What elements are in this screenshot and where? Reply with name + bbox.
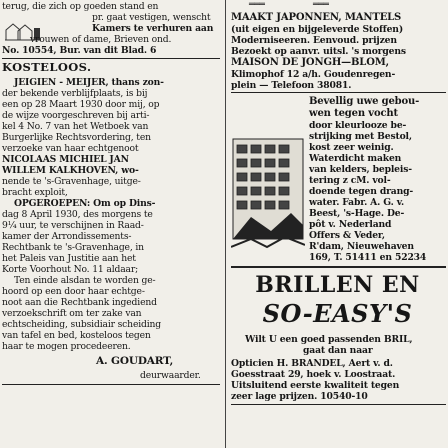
left-column bbox=[0, 0, 222, 448]
top-line-5: No. 10554, Bur. van dit Blad. 6 bbox=[2, 45, 157, 56]
bottom-rule bbox=[2, 384, 220, 385]
brillen-line: gaat dan naar bbox=[303, 345, 373, 356]
brillen-line: Opticien H. BRANDEL, Aert v. d. bbox=[231, 358, 393, 369]
right-column bbox=[229, 0, 448, 448]
body-line: haar te mogen procedeeren. bbox=[2, 341, 131, 352]
bed-line: Bevellig uwe gebou- bbox=[309, 96, 420, 107]
body-line: de wijze voorgeschreven bij arti- bbox=[2, 110, 150, 121]
headline-line: Klimophof 12 a/h. Goudenregen- bbox=[231, 69, 396, 80]
body-line: nende te 's-Gravenhage, uitge- bbox=[2, 176, 141, 187]
headline-line: MAAKT JAPONNEN, MANTELS bbox=[231, 12, 402, 23]
column-divider bbox=[225, 0, 226, 448]
bed-line: van kelders, bepleis- bbox=[309, 164, 412, 175]
top-line-3: Kamers te verhuren aan bbox=[92, 23, 214, 34]
body-line: Burgerlijke Rechtsvordering, ten bbox=[2, 132, 151, 143]
bed-line: pôt v. Nederland bbox=[309, 219, 392, 230]
kosteloos-heading: KOSTELOOS. bbox=[2, 60, 92, 74]
bed-line: Offers & Veder, bbox=[309, 230, 385, 241]
body-line: een op 28 Maart 1930 door mij, op bbox=[2, 99, 160, 110]
body-line: 9¼ uur, te verschijnen in Raad- bbox=[2, 220, 144, 231]
headline-line: plein — Telefoon 38081. bbox=[231, 80, 352, 91]
body-line: WILLEM KALKHOVEN, wo- bbox=[2, 165, 139, 176]
header-ornament-right: ═══ bbox=[313, 0, 329, 10]
section-rule bbox=[231, 92, 446, 93]
body-line: hoord op een door haar echtge- bbox=[2, 286, 145, 297]
body-line: dag 8 April 1930, des morgens te bbox=[2, 209, 153, 220]
body-line: OPGEROEPEN: Om op Dins- bbox=[14, 198, 156, 209]
bed-line: strijking met Bestol, bbox=[309, 131, 412, 142]
headline-line: (uit eigen en bijgeleverde Stoffen) bbox=[231, 24, 404, 35]
bed-line: water. Fabr. A. G. v. bbox=[309, 197, 405, 208]
brillen-heading: BRILLEN EN bbox=[255, 272, 420, 298]
body-line: der bekende verblijfplaats, is bij bbox=[2, 88, 148, 99]
headline-line: MAISON DE JONGH—BLOM, bbox=[231, 57, 390, 68]
body-line: NICOLAAS MICHIEL JAN bbox=[2, 154, 129, 165]
top-line-1: terug, die zich op goeden stand en bbox=[2, 1, 159, 12]
signature-role: deurwaarder. bbox=[140, 370, 201, 381]
body-line: Ten einde alsdan te worden ge- bbox=[14, 275, 156, 286]
bed-line: tering z cM. vol- bbox=[309, 175, 391, 186]
so-easy-heading: SO-EASY'S bbox=[262, 299, 413, 328]
body-line: kamer der Arrondissements- bbox=[2, 231, 132, 242]
body-line: echtscheiding, subsidiair scheiding bbox=[2, 319, 162, 330]
body-line: verzoeke van haar echtgenoot bbox=[2, 143, 139, 154]
top-line-4: vrouwen of dame, Brieven ond. bbox=[30, 34, 172, 45]
bed-line: R'dam, Nieuwehaven bbox=[309, 241, 414, 252]
brillen-line: zeer lage prijzen. 10540-10 bbox=[231, 391, 368, 402]
bed-line: doende tegen drang- bbox=[309, 186, 414, 197]
body-line: bracht exploit, bbox=[2, 187, 68, 198]
bed-line: wen tegen vocht bbox=[309, 108, 399, 119]
bed-line: 169, T. 51411 en 52234 bbox=[309, 252, 427, 263]
section-rule bbox=[231, 266, 446, 268]
body-line: verzoekschrift om ter zake van bbox=[2, 308, 142, 319]
body-line: JEIGIEN - MEIJER, thans zon- bbox=[14, 77, 164, 88]
headline-line: Bezoekt op aanvr. uitsl. 's morgens bbox=[231, 46, 406, 57]
section-rule bbox=[2, 58, 220, 59]
bed-line: Waterdicht maken bbox=[309, 153, 402, 164]
brillen-line: Wilt U een goed passenden BRIL, bbox=[245, 334, 413, 345]
brillen-line: Uitsluitend eerste kwaliteit tegen bbox=[231, 380, 400, 391]
headline-line: Moderniseeren. Eenvoud. prijzen bbox=[231, 35, 397, 46]
bed-line: door kleurlooze be- bbox=[309, 120, 407, 131]
body-line: het Paleis van Justitie aan het bbox=[2, 253, 136, 264]
bed-line: kost zeer weinig. bbox=[309, 142, 394, 153]
body-line: Rechtbank te 's-Gravenhage, in bbox=[2, 242, 144, 253]
building-illustration-icon bbox=[231, 135, 305, 253]
top-line-2: pr. gaat vestigen, wenscht bbox=[92, 12, 211, 23]
brillen-line: Goesstraat 29, hoek v. Loostraat. bbox=[231, 369, 396, 380]
bed-line: Beest, 's-Hage. De- bbox=[309, 208, 405, 219]
body-line: kel 4 No. 7 van het Wetboek van bbox=[2, 121, 149, 132]
bottom-rule bbox=[231, 404, 446, 405]
header-ornament-left: ═══ bbox=[249, 0, 265, 10]
body-line: Korte Voorhout No. 11 aldaar; bbox=[2, 264, 139, 275]
body-line: van tafel en bed, kosteloos tegen bbox=[2, 330, 151, 341]
signature: A. GOUDART, bbox=[96, 355, 174, 367]
body-line: noot aan die Rechtbank ingediend bbox=[2, 297, 157, 308]
